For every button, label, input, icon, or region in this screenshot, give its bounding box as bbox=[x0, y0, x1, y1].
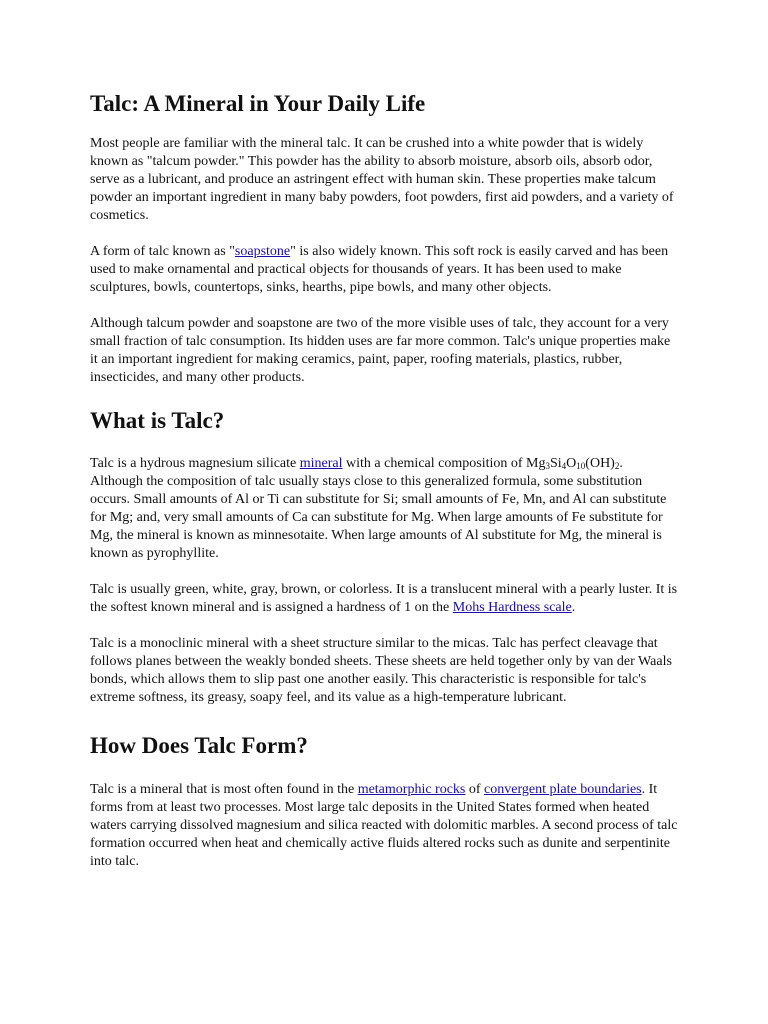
section-form-heading-wrap bbox=[90, 731, 678, 761]
formula-si: Si bbox=[549, 456, 562, 471]
what-paragraph-3: Talc is a monoclinic mineral with a sheet structure similar to the micas. Talc has perfect cleavage that follows planes between the weakly bonded sheets. These sheets are held together only by van der Waals bonds, which allows them to slip past one another easily. This characteristic is responsible for talc's extreme softness, its greasy, soapy feel, and its value as a high-temperature lubricant. bbox=[90, 636, 672, 705]
formula-subscript-oh: 2 bbox=[614, 461, 620, 471]
what-p1-text-before: Talc is a hydrous magnesium silicate bbox=[90, 456, 300, 471]
what-paragraph-2 bbox=[90, 581, 678, 617]
formula-subscript-o: 10 bbox=[576, 461, 586, 471]
intro-paragraph-3: Although talcum powder and soapstone are two of the more visible uses of talc, they account for a very small fraction of talc consumption. Its hidden uses are far more common. Talc's unique properties make it an important ingredient for making ceramics, paint, paper, roofing materials, plastics, rubber, insecticides, and many other products. bbox=[90, 316, 671, 385]
convergent-plate-boundaries-link[interactable]: convergent plate boundaries bbox=[484, 782, 642, 797]
page-title: Talc: A Mineral in Your Daily Life bbox=[90, 91, 426, 116]
intro-paragraph-2 bbox=[90, 243, 678, 297]
what-p1-text-after: . Although the composition of talc usually stays close to this generalized formula, some substitution occurs. Small amounts of Al or Ti can substitute for Si; small amounts of Fe, Mn, and Al can substitute for Mg; and, very small amounts of Ca can substitute for Mg. When large amounts of Fe substitute for Mg, the mineral is known as minnesotaite. When large amounts of Al substitute for Mg, the mineral is known as pyrophyllite. bbox=[90, 456, 667, 561]
mohs-hardness-scale-link[interactable]: Mohs Hardness scale bbox=[452, 600, 572, 615]
formula-oh: (OH) bbox=[585, 456, 615, 471]
what-p2-text-after: . bbox=[571, 600, 576, 615]
form-p1-text-before: Talc is a mineral that is most often found in the bbox=[90, 782, 358, 797]
formula-subscript-si: 4 bbox=[561, 461, 567, 471]
section-what-heading-wrap bbox=[90, 406, 678, 436]
formula-subscript-mg: 3 bbox=[545, 461, 550, 471]
form-p1-text-mid: of bbox=[465, 782, 485, 797]
what-p2-text-before: Talc is usually green, white, gray, brown, or colorless. It is a translucent mineral with a pearly luster. It is the softest known mineral and is assigned a hardness of 1 on the bbox=[90, 582, 678, 615]
metamorphic-rocks-link[interactable]: metamorphic rocks bbox=[357, 782, 466, 797]
mineral-link[interactable]: mineral bbox=[299, 456, 343, 471]
section-heading-what-is-talc: What is Talc? bbox=[90, 408, 225, 433]
soapstone-link[interactable]: soapstone bbox=[234, 244, 291, 259]
formula-o: O bbox=[566, 456, 577, 471]
form-paragraph-1 bbox=[90, 781, 678, 871]
form-p1-text-after: . It forms from at least two processes. Most large talc deposits in the United States formed when heated waters carrying dissolved magnesium and silica reacted with dolomitic marbles. A second process of talc formation occurred when heat and chemically active fluids altered rocks such as dunite and serpentinite into talc. bbox=[90, 782, 678, 869]
intro-p2-text-before: A form of talc known as " bbox=[90, 244, 235, 259]
intro-paragraph-1: Most people are familiar with the mineral talc. It can be crushed into a white powder that is widely known as "talcum powder." This powder has the ability to absorb moisture, absorb oils, absorb odor, serve as a lubricant, and produce an astringent effect with human skin. These properties make talcum powder an important ingredient in many baby powders, foot powders, first aid powders, and a variety of cosmetics. bbox=[90, 136, 674, 223]
what-p1-formula-lead: with a chemical composition of Mg bbox=[342, 456, 546, 471]
intro-p2-text-after: " is also widely known. This soft rock is easily carved and has been used to make ornamental and practical objects for thousands of years. It has been used to make sculptures, bowls, countertops, sinks, hearths, pipe bowls, and many other objects. bbox=[90, 244, 669, 295]
section-heading-how-does-talc-form: How Does Talc Form? bbox=[90, 733, 308, 758]
what-paragraph-1 bbox=[90, 455, 678, 563]
